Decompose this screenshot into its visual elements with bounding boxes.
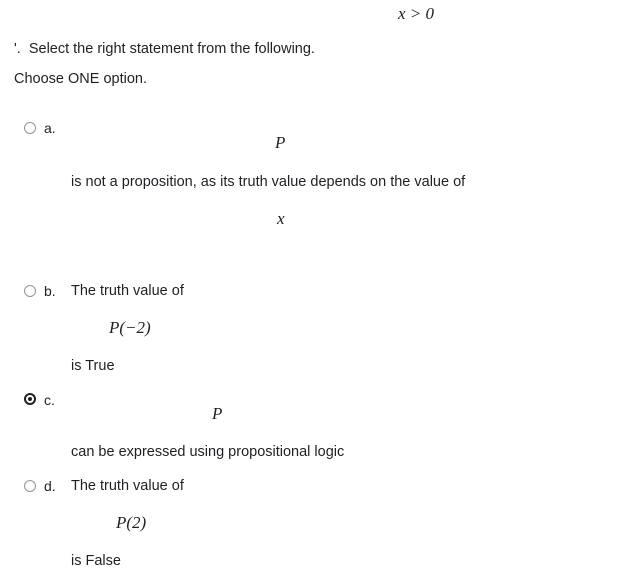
option-d-math: P(2) [116, 513, 147, 532]
option-c-letter: c. [44, 392, 55, 408]
option-d-text-1: The truth value of [71, 478, 184, 494]
option-c-math-p: P [212, 404, 223, 423]
option-a-radio[interactable] [24, 122, 36, 134]
option-d-radio[interactable] [24, 480, 36, 492]
option-a-text: is not a proposition, as its truth value depends on the value of [71, 174, 466, 190]
question-instruction: Choose ONE option. [14, 71, 147, 87]
option-d-text-2: is False [71, 553, 121, 569]
option-b-letter: b. [44, 283, 56, 299]
option-b-text-2: is True [71, 358, 115, 374]
option-d-letter: d. [44, 478, 56, 494]
option-b-radio[interactable] [24, 285, 36, 297]
option-a-letter: a. [44, 120, 56, 136]
question-prompt: Select the right statement from the following. [28, 41, 315, 57]
option-a-math-x: x [277, 209, 285, 228]
question-number: '. [14, 41, 21, 57]
option-b-text-1: The truth value of [71, 283, 184, 299]
option-c-text: can be expressed using propositional logic [71, 444, 345, 460]
option-c-radio[interactable] [24, 393, 36, 405]
question-prompt-line [14, 41, 315, 57]
option-b-math: P(−2) [109, 318, 151, 337]
option-a-math-p: P [275, 133, 286, 152]
question-math-x-gt-0: x > 0 [398, 4, 435, 23]
